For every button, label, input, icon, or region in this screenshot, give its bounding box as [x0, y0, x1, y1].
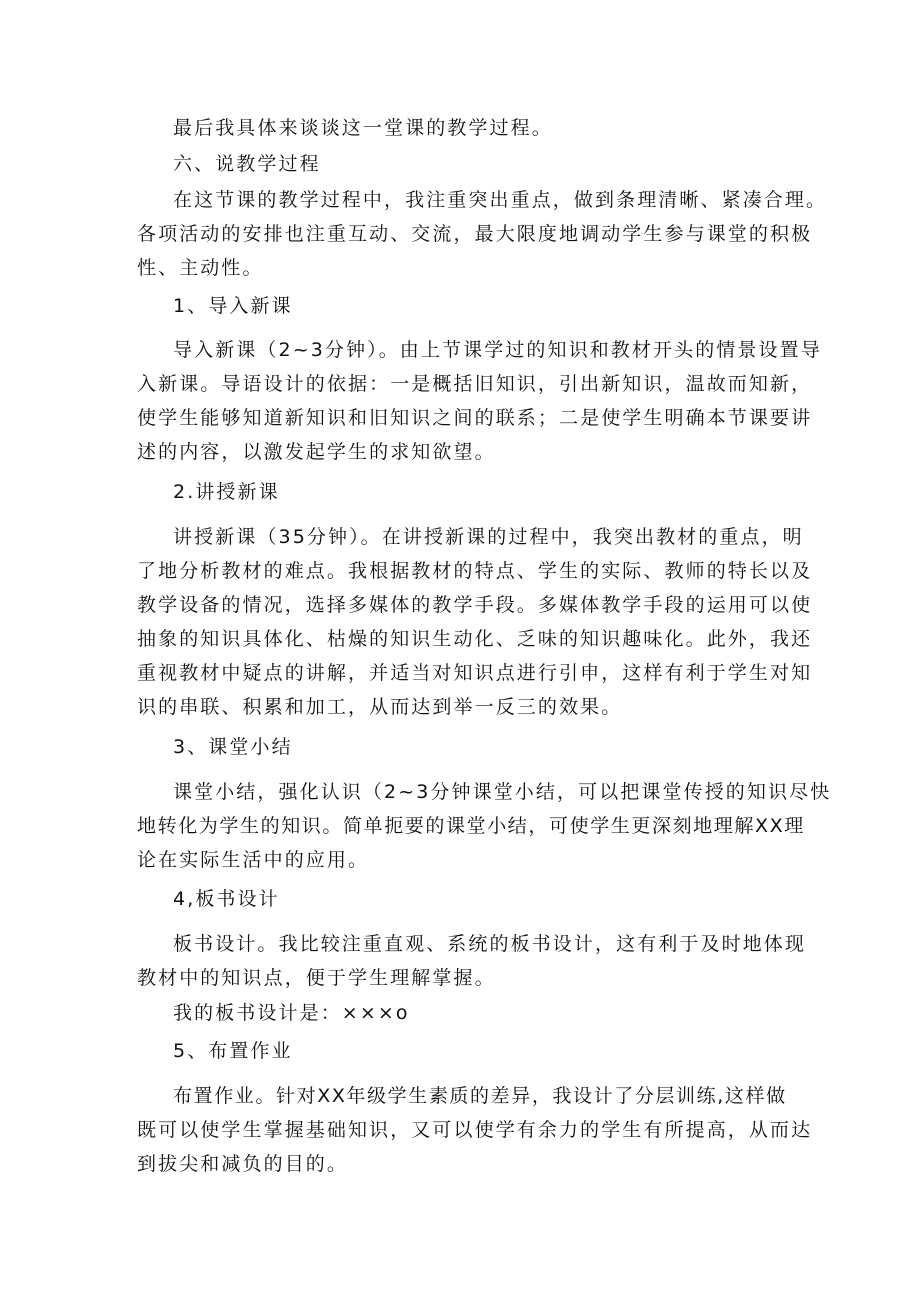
overview-line-1: 在这节课的教学过程中，我注重突出重点，做到条理清晰、紧凑合理。 — [173, 189, 828, 211]
step3-heading: 3、课堂小结 — [173, 736, 293, 758]
step2-line-3: 教学设备的情况，选择多媒体的教学手段。多媒体教学手段的运用可以使 — [137, 594, 813, 616]
overview-line-2: 各项活动的安排也注重互动、交流，最大限度地调动学生参与课堂的积极 — [137, 223, 813, 245]
step1-line-4: 述的内容，以激发起学生的求知欲望。 — [137, 441, 496, 463]
step2-line-2: 了地分析教材的难点。我根据教材的特点、学生的实际、教师的特长以及 — [137, 560, 813, 582]
step2-heading: 2.讲授新课 — [173, 481, 280, 503]
step5-line-1: 布置作业。针对XX年级学生素质的差异，我设计了分层训练,这样做 — [173, 1085, 787, 1107]
step2-line-6: 识的串联、积累和加工，从而达到举一反三的效果。 — [137, 696, 623, 718]
step3-line-2: 地转化为学生的知识。简单扼要的课堂小结，可使学生更深刻地理解XX理 — [137, 815, 805, 837]
step2-line-4: 抽象的知识具体化、枯燥的知识生动化、乏味的知识趣味化。此外，我还 — [137, 628, 813, 650]
step5-heading: 5、布置作业 — [173, 1040, 293, 1062]
step3-line-1: 课堂小结，强化认识（2~3分钟课堂小结，可以把课堂传授的知识尽快 — [173, 781, 832, 803]
section-heading: 六、说教学过程 — [173, 153, 321, 175]
step4-line-1: 板书设计。我比较注重直观、系统的板书设计，这有利于及时地体现 — [173, 933, 807, 955]
step2-line-5: 重视教材中疑点的讲解，并适当对知识点进行引申，这样有利于学生对知 — [137, 662, 813, 684]
step2-line-1: 讲授新课（35分钟）。在讲授新课的过程中，我突出教材的重点，明 — [173, 526, 804, 548]
step4-line-2: 教材中的知识点，便于学生理解掌握。 — [137, 967, 496, 989]
step1-line-3: 使学生能够知道新知识和旧知识之间的联系；二是使学生明确本节课要讲 — [137, 407, 813, 429]
intro-line: 最后我具体来谈谈这一堂课的教学过程。 — [173, 117, 553, 139]
step4-heading: 4,板书设计 — [173, 888, 280, 910]
step4-note: 我的板书设计是：×××o — [173, 1002, 410, 1024]
step1-line-1: 导入新课（2~3分钟）。由上节课学过的知识和教材开头的情景设置导 — [173, 339, 822, 361]
step5-line-3: 到拔尖和减负的目的。 — [137, 1153, 349, 1175]
step1-line-2: 入新课。导语设计的依据：一是概括旧知识，引出新知识，温故而知新， — [137, 373, 813, 395]
overview-line-3: 性、主动性。 — [137, 257, 264, 279]
step5-line-2: 既可以使学生掌握基础知识，又可以使学有余力的学生有所提高，从而达 — [137, 1119, 813, 1141]
step3-line-3: 论在实际生活中的应用。 — [137, 849, 370, 871]
step1-heading: 1、导入新课 — [173, 295, 293, 317]
